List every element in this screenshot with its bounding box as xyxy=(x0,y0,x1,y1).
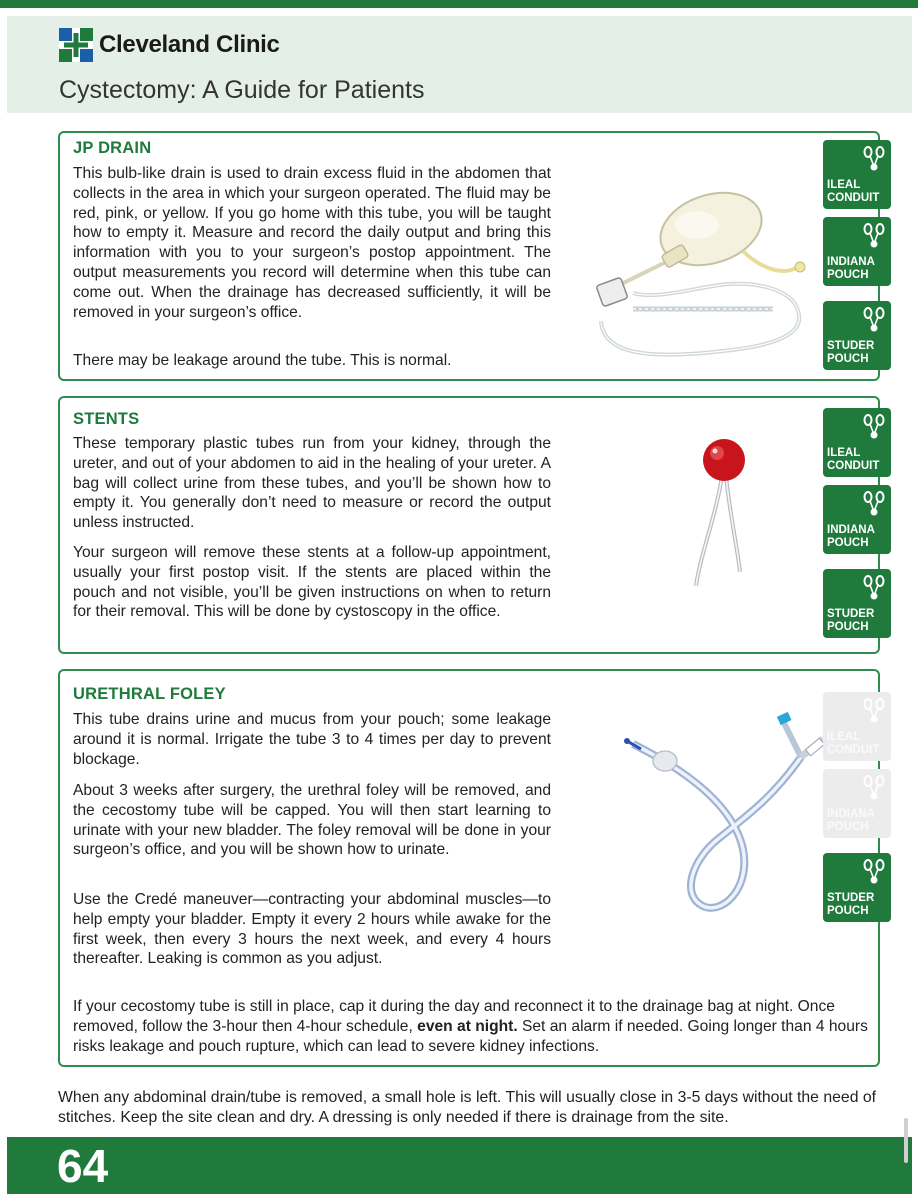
tab-studer-pouch[interactable] xyxy=(823,569,891,638)
brand-logo xyxy=(59,28,280,62)
section-paragraph: Use the Credé maneuver—contracting your abdominal muscles—to help empty your bladder. Empty it every 2 hours while awake for the first week, then every 3 hours the next week, and every 4 hours thereafter. Leaking is common as you adjust. xyxy=(73,891,551,968)
urinary-system-icon xyxy=(861,698,887,724)
section-paragraph xyxy=(73,997,873,1056)
section-paragraph: Your surgeon will remove these stents at a follow-up appointment, usually your first postop visit. If the stents are placed within the pouch and not visible, you’ll be given instructions on when to return for their removal. This will be done by cystoscopy in the office. xyxy=(73,544,551,621)
urinary-system-icon xyxy=(861,859,887,885)
section-paragraph: This bulb-like drain is used to drain excess fluid in the abdomen that collects in the area in which your surgeon operated. The fluid may be red, pink, or yellow. If you go home with this tube, you will be taught how to empty it. Measure and record the daily output and bring this information with you to your surgeon’s postop appointment. The output measurements you record will determine when this tube can come out. When the drainage has decreased sufficiently, it will be removed in your surgeon’s office. xyxy=(73,165,551,321)
top-accent-bar xyxy=(0,0,918,8)
tab-label: STUDER POUCH xyxy=(827,340,875,365)
tab-label: ILEAL CONDUIT xyxy=(827,731,880,756)
tab-label: STUDER POUCH xyxy=(827,608,875,633)
section-urethral-foley xyxy=(58,669,880,1067)
tab-label: STUDER POUCH xyxy=(827,892,875,917)
tab-ileal-conduit-inactive[interactable] xyxy=(823,692,891,761)
foley-catheter-illustration xyxy=(623,709,833,919)
brand-name: Cleveland Clinic xyxy=(99,31,280,58)
urinary-system-icon xyxy=(861,223,887,249)
tab-ileal-conduit[interactable] xyxy=(823,140,891,209)
section-jp-drain xyxy=(58,131,880,381)
cleveland-clinic-logo-icon xyxy=(59,28,93,62)
jp-drain-illustration xyxy=(593,181,813,366)
page-footer-bar xyxy=(7,1137,912,1194)
urinary-system-icon xyxy=(861,775,887,801)
paragraph-emphasis: even at night. xyxy=(417,1017,518,1035)
page-number: 64 xyxy=(57,1140,109,1192)
section-paragraph: These temporary plastic tubes run from your kidney, through the ureter, and out of your abdomen to aid in the healing of your ureter. A bag will collect urine from these tubes, and you’ll be shown how to empty it. You generally don’t need to measure or record the output unless instructed. xyxy=(73,435,551,532)
urinary-system-icon xyxy=(861,414,887,440)
document-title: Cystectomy: A Guide for Patients xyxy=(59,76,425,104)
page-header xyxy=(7,16,912,113)
tab-label: INDIANA POUCH xyxy=(827,808,875,833)
tab-studer-pouch[interactable] xyxy=(823,301,891,370)
tab-indiana-pouch-inactive[interactable] xyxy=(823,769,891,838)
tab-studer-pouch[interactable] xyxy=(823,853,891,922)
tab-label: ILEAL CONDUIT xyxy=(827,447,880,472)
urinary-system-icon xyxy=(861,575,887,601)
section-paragraph: About 3 weeks after surgery, the urethral foley will be removed, and the cecostomy tube will be capped. You will then start learning to urinate with your new bladder. The foley removal will be done in your surgeon’s office, and you will be shown how to urinate. xyxy=(73,782,551,859)
section-paragraph: There may be leakage around the tube. This is normal. xyxy=(73,352,452,369)
section-title: JP DRAIN xyxy=(73,139,152,157)
section-title: STENTS xyxy=(73,410,140,428)
tab-indiana-pouch[interactable] xyxy=(823,485,891,554)
urinary-system-icon xyxy=(861,307,887,333)
tab-label: INDIANA POUCH xyxy=(827,524,875,549)
paragraph-text: Set an alarm if needed. Going longer than 4 hours risks leakage and pouch rupture, which can lead to severe kidney infections. xyxy=(73,1017,868,1055)
tab-indiana-pouch[interactable] xyxy=(823,217,891,286)
tab-label: ILEAL CONDUIT xyxy=(827,179,880,204)
scrollbar-thumb[interactable] xyxy=(904,1118,908,1163)
stents-illustration xyxy=(686,436,766,591)
paragraph-text: If your cecostomy tube is still in place, cap it during the day and reconnect it to the drainage bag at night. Once removed, follow the 3-hour then 4-hour schedule, xyxy=(73,998,835,1035)
footer-note: When any abdominal drain/tube is removed, a small hole is left. This will usually close in 3-5 days without the need of stitches. Keep the site clean and dry. A dressing is only needed if there is drainage from the site. xyxy=(58,1089,877,1126)
urinary-system-icon xyxy=(861,146,887,172)
tab-label: INDIANA POUCH xyxy=(827,256,875,281)
section-paragraph: This tube drains urine and mucus from your pouch; some leakage around it is normal. Irrigate the tube 3 to 4 times per day to prevent blockage. xyxy=(73,711,551,768)
section-title: URETHRAL FOLEY xyxy=(73,685,226,703)
tab-ileal-conduit[interactable] xyxy=(823,408,891,477)
section-stents xyxy=(58,396,880,654)
urinary-system-icon xyxy=(861,491,887,517)
